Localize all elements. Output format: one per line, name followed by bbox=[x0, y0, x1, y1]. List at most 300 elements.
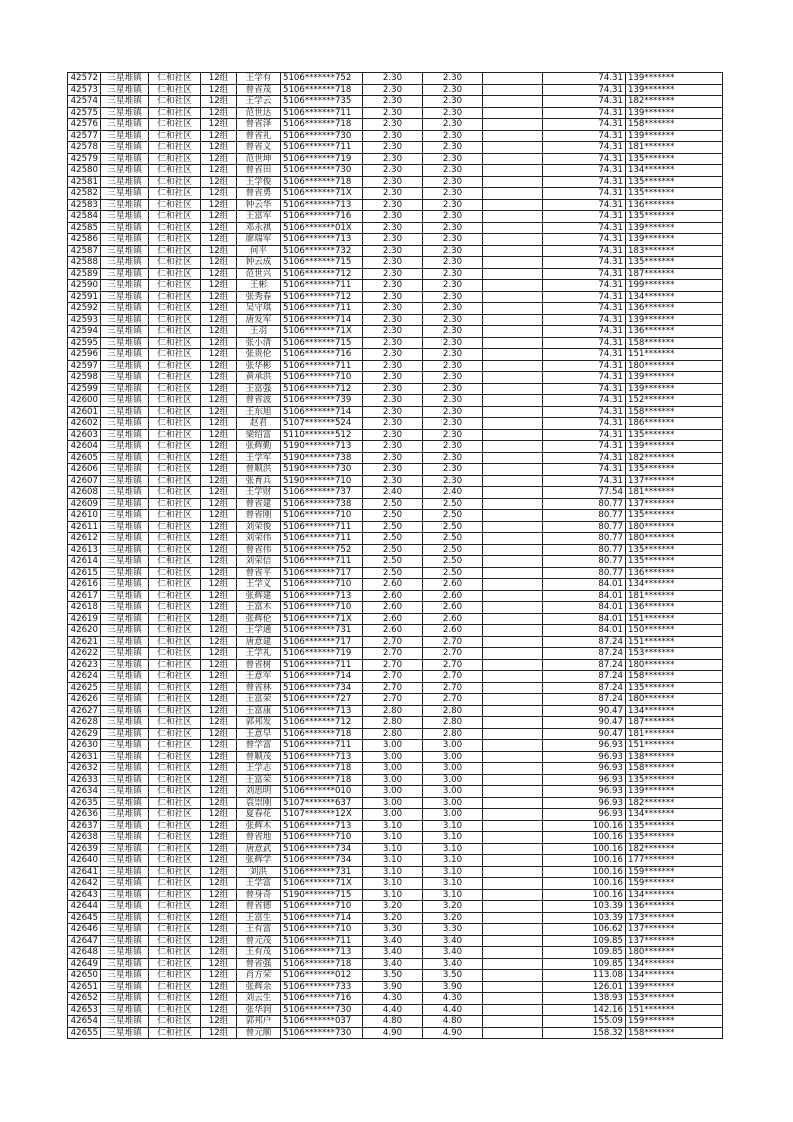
community-cell: 仁和社区 bbox=[149, 395, 201, 407]
value-a-cell: 2.50 bbox=[363, 521, 423, 533]
amount-cell: 74.31 bbox=[543, 176, 626, 188]
community-cell: 仁和社区 bbox=[149, 556, 201, 568]
phone-cell: 177******* bbox=[626, 855, 723, 867]
table-row bbox=[68, 222, 723, 234]
record-number-cell: 42602 bbox=[68, 418, 101, 430]
table-row bbox=[68, 303, 723, 315]
group-cell: 12组 bbox=[201, 671, 237, 683]
group-cell: 12组 bbox=[201, 383, 237, 395]
person-name-cell: 王学军 bbox=[237, 452, 281, 464]
blank-cell bbox=[483, 797, 543, 809]
record-number-cell: 42643 bbox=[68, 889, 101, 901]
blank-cell bbox=[483, 73, 543, 85]
group-cell: 12组 bbox=[201, 924, 237, 936]
group-cell: 12组 bbox=[201, 648, 237, 660]
blank-cell bbox=[483, 222, 543, 234]
blank-cell bbox=[483, 96, 543, 108]
blank-cell bbox=[483, 406, 543, 418]
value-b-cell: 2.60 bbox=[423, 579, 483, 591]
record-number-cell: 42575 bbox=[68, 107, 101, 119]
amount-cell: 96.93 bbox=[543, 786, 626, 798]
person-name-cell: 张辉学 bbox=[237, 855, 281, 867]
town-cell: 三星堆镇 bbox=[101, 728, 149, 740]
person-name-cell: 曾省地 bbox=[237, 832, 281, 844]
person-name-cell: 曾省建 bbox=[237, 498, 281, 510]
blank-cell bbox=[483, 981, 543, 993]
town-cell: 三星堆镇 bbox=[101, 924, 149, 936]
record-number-cell: 42644 bbox=[68, 901, 101, 913]
value-a-cell: 2.30 bbox=[363, 349, 423, 361]
value-b-cell: 2.70 bbox=[423, 648, 483, 660]
person-name-cell: 曾省刚 bbox=[237, 510, 281, 522]
table-row bbox=[68, 613, 723, 625]
group-cell: 12组 bbox=[201, 579, 237, 591]
blank-cell bbox=[483, 717, 543, 729]
community-cell: 仁和社区 bbox=[149, 878, 201, 890]
record-number-cell: 42578 bbox=[68, 142, 101, 154]
value-a-cell: 3.20 bbox=[363, 912, 423, 924]
record-number-cell: 42593 bbox=[68, 314, 101, 326]
value-a-cell: 2.30 bbox=[363, 176, 423, 188]
community-cell: 仁和社区 bbox=[149, 763, 201, 775]
amount-cell: 158.32 bbox=[543, 1027, 626, 1039]
amount-cell: 87.24 bbox=[543, 636, 626, 648]
group-cell: 12组 bbox=[201, 602, 237, 614]
blank-cell bbox=[483, 751, 543, 763]
blank-cell bbox=[483, 636, 543, 648]
amount-cell: 103.39 bbox=[543, 901, 626, 913]
community-cell: 仁和社区 bbox=[149, 349, 201, 361]
id-number-cell: 5106*******731 bbox=[281, 866, 363, 878]
value-a-cell: 2.30 bbox=[363, 107, 423, 119]
table-row bbox=[68, 855, 723, 867]
group-cell: 12组 bbox=[201, 464, 237, 476]
group-cell: 12组 bbox=[201, 533, 237, 545]
community-cell: 仁和社区 bbox=[149, 142, 201, 154]
town-cell: 三星堆镇 bbox=[101, 188, 149, 200]
town-cell: 三星堆镇 bbox=[101, 613, 149, 625]
table-row bbox=[68, 429, 723, 441]
person-name-cell: 肖方荣 bbox=[237, 970, 281, 982]
value-b-cell: 2.60 bbox=[423, 625, 483, 637]
person-name-cell: 王学义 bbox=[237, 579, 281, 591]
value-a-cell: 2.70 bbox=[363, 659, 423, 671]
amount-cell: 80.77 bbox=[543, 567, 626, 579]
phone-cell: 137******* bbox=[626, 475, 723, 487]
town-cell: 三星堆镇 bbox=[101, 590, 149, 602]
value-a-cell: 2.30 bbox=[363, 464, 423, 476]
community-cell: 仁和社区 bbox=[149, 694, 201, 706]
value-a-cell: 3.30 bbox=[363, 924, 423, 936]
town-cell: 三星堆镇 bbox=[101, 521, 149, 533]
record-number-cell: 42627 bbox=[68, 705, 101, 717]
table-row bbox=[68, 372, 723, 384]
blank-cell bbox=[483, 291, 543, 303]
town-cell: 三星堆镇 bbox=[101, 1004, 149, 1016]
group-cell: 12组 bbox=[201, 970, 237, 982]
value-b-cell: 3.20 bbox=[423, 901, 483, 913]
group-cell: 12组 bbox=[201, 590, 237, 602]
phone-cell: 180******* bbox=[626, 360, 723, 372]
record-number-cell: 42592 bbox=[68, 303, 101, 315]
value-b-cell: 2.30 bbox=[423, 314, 483, 326]
table-row bbox=[68, 567, 723, 579]
record-number-cell: 42639 bbox=[68, 843, 101, 855]
amount-cell: 74.31 bbox=[543, 303, 626, 315]
table-row bbox=[68, 464, 723, 476]
phone-cell: 134******* bbox=[626, 291, 723, 303]
table-row bbox=[68, 763, 723, 775]
phone-cell: 158******* bbox=[626, 119, 723, 131]
town-cell: 三星堆镇 bbox=[101, 165, 149, 177]
community-cell: 仁和社区 bbox=[149, 1027, 201, 1039]
record-number-cell: 42590 bbox=[68, 280, 101, 292]
value-a-cell: 2.30 bbox=[363, 314, 423, 326]
community-cell: 仁和社区 bbox=[149, 613, 201, 625]
town-cell: 三星堆镇 bbox=[101, 96, 149, 108]
town-cell: 三星堆镇 bbox=[101, 786, 149, 798]
group-cell: 12组 bbox=[201, 257, 237, 269]
community-cell: 仁和社区 bbox=[149, 786, 201, 798]
id-number-cell: 5106*******713 bbox=[281, 820, 363, 832]
group-cell: 12组 bbox=[201, 751, 237, 763]
table-row bbox=[68, 360, 723, 372]
id-number-cell: 5106*******734 bbox=[281, 855, 363, 867]
amount-cell: 74.31 bbox=[543, 349, 626, 361]
value-b-cell: 2.50 bbox=[423, 556, 483, 568]
table-row bbox=[68, 107, 723, 119]
blank-cell bbox=[483, 452, 543, 464]
document-page bbox=[67, 72, 722, 1039]
value-a-cell: 2.30 bbox=[363, 84, 423, 96]
person-name-cell: 张辉伦 bbox=[237, 613, 281, 625]
id-number-cell: 5106*******739 bbox=[281, 395, 363, 407]
id-number-cell: 5106*******731 bbox=[281, 625, 363, 637]
amount-cell: 126.01 bbox=[543, 981, 626, 993]
town-cell: 三星堆镇 bbox=[101, 843, 149, 855]
blank-cell bbox=[483, 901, 543, 913]
group-cell: 12组 bbox=[201, 1027, 237, 1039]
value-b-cell: 4.30 bbox=[423, 993, 483, 1005]
phone-cell: 180******* bbox=[626, 533, 723, 545]
town-cell: 三星堆镇 bbox=[101, 694, 149, 706]
phone-cell: 135******* bbox=[626, 257, 723, 269]
id-number-cell: 5106*******713 bbox=[281, 590, 363, 602]
amount-cell: 74.31 bbox=[543, 475, 626, 487]
group-cell: 12组 bbox=[201, 740, 237, 752]
table-row bbox=[68, 487, 723, 499]
group-cell: 12组 bbox=[201, 153, 237, 165]
blank-cell bbox=[483, 245, 543, 257]
id-number-cell: 5106*******717 bbox=[281, 636, 363, 648]
record-number-cell: 42645 bbox=[68, 912, 101, 924]
town-cell: 三星堆镇 bbox=[101, 717, 149, 729]
record-number-cell: 42635 bbox=[68, 797, 101, 809]
id-number-cell: 5106*******71X bbox=[281, 878, 363, 890]
table-row bbox=[68, 889, 723, 901]
id-number-cell: 5106*******711 bbox=[281, 533, 363, 545]
blank-cell bbox=[483, 130, 543, 142]
community-cell: 仁和社区 bbox=[149, 832, 201, 844]
phone-cell: 139******* bbox=[626, 786, 723, 798]
value-b-cell: 2.30 bbox=[423, 73, 483, 85]
person-name-cell: 王学通 bbox=[237, 625, 281, 637]
record-number-cell: 42579 bbox=[68, 153, 101, 165]
record-number-cell: 42598 bbox=[68, 372, 101, 384]
table-row bbox=[68, 981, 723, 993]
value-a-cell: 2.30 bbox=[363, 245, 423, 257]
town-cell: 三星堆镇 bbox=[101, 958, 149, 970]
value-a-cell: 3.10 bbox=[363, 820, 423, 832]
community-cell: 仁和社区 bbox=[149, 360, 201, 372]
community-cell: 仁和社区 bbox=[149, 452, 201, 464]
value-a-cell: 4.40 bbox=[363, 1004, 423, 1016]
community-cell: 仁和社区 bbox=[149, 544, 201, 556]
id-number-cell: 5106*******752 bbox=[281, 544, 363, 556]
town-cell: 三星堆镇 bbox=[101, 602, 149, 614]
record-number-cell: 42594 bbox=[68, 326, 101, 338]
phone-cell: 182******* bbox=[626, 797, 723, 809]
blank-cell bbox=[483, 648, 543, 660]
value-a-cell: 2.30 bbox=[363, 73, 423, 85]
data-table bbox=[67, 72, 723, 1039]
table-row bbox=[68, 901, 723, 913]
community-cell: 仁和社区 bbox=[149, 165, 201, 177]
person-name-cell: 王学礼 bbox=[237, 648, 281, 660]
value-b-cell: 2.50 bbox=[423, 510, 483, 522]
person-name-cell: 曾省波 bbox=[237, 395, 281, 407]
value-a-cell: 2.30 bbox=[363, 234, 423, 246]
group-cell: 12组 bbox=[201, 441, 237, 453]
blank-cell bbox=[483, 809, 543, 821]
group-cell: 12组 bbox=[201, 280, 237, 292]
value-b-cell: 2.30 bbox=[423, 303, 483, 315]
id-number-cell: 5106*******711 bbox=[281, 935, 363, 947]
value-b-cell: 2.30 bbox=[423, 395, 483, 407]
blank-cell bbox=[483, 671, 543, 683]
town-cell: 三星堆镇 bbox=[101, 533, 149, 545]
person-name-cell: 曾顺茂 bbox=[237, 751, 281, 763]
amount-cell: 74.31 bbox=[543, 96, 626, 108]
group-cell: 12组 bbox=[201, 556, 237, 568]
town-cell: 三星堆镇 bbox=[101, 579, 149, 591]
group-cell: 12组 bbox=[201, 73, 237, 85]
town-cell: 三星堆镇 bbox=[101, 303, 149, 315]
community-cell: 仁和社区 bbox=[149, 326, 201, 338]
phone-cell: 182******* bbox=[626, 452, 723, 464]
town-cell: 三星堆镇 bbox=[101, 935, 149, 947]
record-number-cell: 42606 bbox=[68, 464, 101, 476]
community-cell: 仁和社区 bbox=[149, 855, 201, 867]
blank-cell bbox=[483, 924, 543, 936]
phone-cell: 136******* bbox=[626, 199, 723, 211]
table-row bbox=[68, 832, 723, 844]
group-cell: 12组 bbox=[201, 625, 237, 637]
blank-cell bbox=[483, 763, 543, 775]
amount-cell: 87.24 bbox=[543, 682, 626, 694]
group-cell: 12组 bbox=[201, 544, 237, 556]
blank-cell bbox=[483, 268, 543, 280]
group-cell: 12组 bbox=[201, 475, 237, 487]
table-row bbox=[68, 625, 723, 637]
value-b-cell: 2.30 bbox=[423, 337, 483, 349]
record-number-cell: 42655 bbox=[68, 1027, 101, 1039]
value-b-cell: 3.40 bbox=[423, 947, 483, 959]
value-b-cell: 3.90 bbox=[423, 981, 483, 993]
amount-cell: 106.62 bbox=[543, 924, 626, 936]
id-number-cell: 5107*******637 bbox=[281, 797, 363, 809]
value-b-cell: 2.30 bbox=[423, 372, 483, 384]
value-b-cell: 2.80 bbox=[423, 705, 483, 717]
value-b-cell: 2.30 bbox=[423, 222, 483, 234]
amount-cell: 74.31 bbox=[543, 314, 626, 326]
group-cell: 12组 bbox=[201, 222, 237, 234]
id-number-cell: 5190*******715 bbox=[281, 889, 363, 901]
amount-cell: 80.77 bbox=[543, 533, 626, 545]
person-name-cell: 曾身奇 bbox=[237, 889, 281, 901]
table-row bbox=[68, 498, 723, 510]
group-cell: 12组 bbox=[201, 119, 237, 131]
blank-cell bbox=[483, 510, 543, 522]
id-number-cell: 5106*******710 bbox=[281, 579, 363, 591]
phone-cell: 152******* bbox=[626, 395, 723, 407]
community-cell: 仁和社区 bbox=[149, 820, 201, 832]
phone-cell: 139******* bbox=[626, 73, 723, 85]
blank-cell bbox=[483, 418, 543, 430]
table-row bbox=[68, 912, 723, 924]
community-cell: 仁和社区 bbox=[149, 406, 201, 418]
record-number-cell: 42600 bbox=[68, 395, 101, 407]
community-cell: 仁和社区 bbox=[149, 648, 201, 660]
value-b-cell: 2.30 bbox=[423, 107, 483, 119]
phone-cell: 134******* bbox=[626, 970, 723, 982]
amount-cell: 80.77 bbox=[543, 544, 626, 556]
value-b-cell: 2.70 bbox=[423, 659, 483, 671]
table-row bbox=[68, 1004, 723, 1016]
person-name-cell: 刘云生 bbox=[237, 993, 281, 1005]
phone-cell: 136******* bbox=[626, 602, 723, 614]
person-name-cell: 王羽 bbox=[237, 326, 281, 338]
community-cell: 仁和社区 bbox=[149, 475, 201, 487]
phone-cell: 134******* bbox=[626, 958, 723, 970]
amount-cell: 84.01 bbox=[543, 590, 626, 602]
town-cell: 三星堆镇 bbox=[101, 659, 149, 671]
group-cell: 12组 bbox=[201, 395, 237, 407]
record-number-cell: 42611 bbox=[68, 521, 101, 533]
phone-cell: 135******* bbox=[626, 556, 723, 568]
town-cell: 三星堆镇 bbox=[101, 1027, 149, 1039]
person-name-cell: 王富康 bbox=[237, 705, 281, 717]
community-cell: 仁和社区 bbox=[149, 280, 201, 292]
phone-cell: 139******* bbox=[626, 383, 723, 395]
amount-cell: 80.77 bbox=[543, 521, 626, 533]
id-number-cell: 5106*******718 bbox=[281, 119, 363, 131]
amount-cell: 74.31 bbox=[543, 188, 626, 200]
record-number-cell: 42591 bbox=[68, 291, 101, 303]
record-number-cell: 42586 bbox=[68, 234, 101, 246]
value-a-cell: 2.30 bbox=[363, 96, 423, 108]
value-a-cell: 2.30 bbox=[363, 280, 423, 292]
table-row bbox=[68, 694, 723, 706]
person-name-cell: 曾省林 bbox=[237, 682, 281, 694]
value-b-cell: 2.50 bbox=[423, 533, 483, 545]
community-cell: 仁和社区 bbox=[149, 1004, 201, 1016]
blank-cell bbox=[483, 544, 543, 556]
amount-cell: 87.24 bbox=[543, 671, 626, 683]
amount-cell: 80.77 bbox=[543, 498, 626, 510]
phone-cell: 137******* bbox=[626, 935, 723, 947]
id-number-cell: 5107*******524 bbox=[281, 418, 363, 430]
value-b-cell: 2.30 bbox=[423, 257, 483, 269]
record-number-cell: 42653 bbox=[68, 1004, 101, 1016]
amount-cell: 100.16 bbox=[543, 866, 626, 878]
id-number-cell: 5106*******710 bbox=[281, 832, 363, 844]
id-number-cell: 5106*******715 bbox=[281, 257, 363, 269]
id-number-cell: 5106*******71X bbox=[281, 188, 363, 200]
amount-cell: 74.31 bbox=[543, 383, 626, 395]
phone-cell: 158******* bbox=[626, 337, 723, 349]
amount-cell: 74.31 bbox=[543, 464, 626, 476]
community-cell: 仁和社区 bbox=[149, 1016, 201, 1028]
id-number-cell: 5106*******716 bbox=[281, 993, 363, 1005]
id-number-cell: 5106*******711 bbox=[281, 107, 363, 119]
value-b-cell: 3.10 bbox=[423, 866, 483, 878]
value-b-cell: 2.30 bbox=[423, 234, 483, 246]
id-number-cell: 5106*******714 bbox=[281, 314, 363, 326]
community-cell: 仁和社区 bbox=[149, 498, 201, 510]
id-number-cell: 5106*******714 bbox=[281, 912, 363, 924]
record-number-cell: 42633 bbox=[68, 774, 101, 786]
record-number-cell: 42581 bbox=[68, 176, 101, 188]
id-number-cell: 5190*******730 bbox=[281, 464, 363, 476]
amount-cell: 96.93 bbox=[543, 774, 626, 786]
value-b-cell: 2.30 bbox=[423, 176, 483, 188]
blank-cell bbox=[483, 234, 543, 246]
group-cell: 12组 bbox=[201, 763, 237, 775]
record-number-cell: 42603 bbox=[68, 429, 101, 441]
id-number-cell: 5106*******712 bbox=[281, 717, 363, 729]
phone-cell: 135******* bbox=[626, 429, 723, 441]
value-a-cell: 2.30 bbox=[363, 395, 423, 407]
record-number-cell: 42617 bbox=[68, 590, 101, 602]
table-row bbox=[68, 268, 723, 280]
table-row bbox=[68, 1027, 723, 1039]
community-cell: 仁和社区 bbox=[149, 579, 201, 591]
table-row bbox=[68, 947, 723, 959]
blank-cell bbox=[483, 682, 543, 694]
phone-cell: 158******* bbox=[626, 406, 723, 418]
phone-cell: 135******* bbox=[626, 153, 723, 165]
phone-cell: 138******* bbox=[626, 751, 723, 763]
blank-cell bbox=[483, 188, 543, 200]
record-number-cell: 42638 bbox=[68, 832, 101, 844]
community-cell: 仁和社区 bbox=[149, 119, 201, 131]
table-row bbox=[68, 188, 723, 200]
group-cell: 12组 bbox=[201, 326, 237, 338]
id-number-cell: 5106*******711 bbox=[281, 360, 363, 372]
id-number-cell: 5106*******713 bbox=[281, 947, 363, 959]
community-cell: 仁和社区 bbox=[149, 372, 201, 384]
value-a-cell: 3.00 bbox=[363, 797, 423, 809]
amount-cell: 74.31 bbox=[543, 326, 626, 338]
table-row bbox=[68, 671, 723, 683]
person-name-cell: 王学志 bbox=[237, 763, 281, 775]
table-row bbox=[68, 234, 723, 246]
community-cell: 仁和社区 bbox=[149, 176, 201, 188]
blank-cell bbox=[483, 878, 543, 890]
table-row bbox=[68, 774, 723, 786]
record-number-cell: 42621 bbox=[68, 636, 101, 648]
